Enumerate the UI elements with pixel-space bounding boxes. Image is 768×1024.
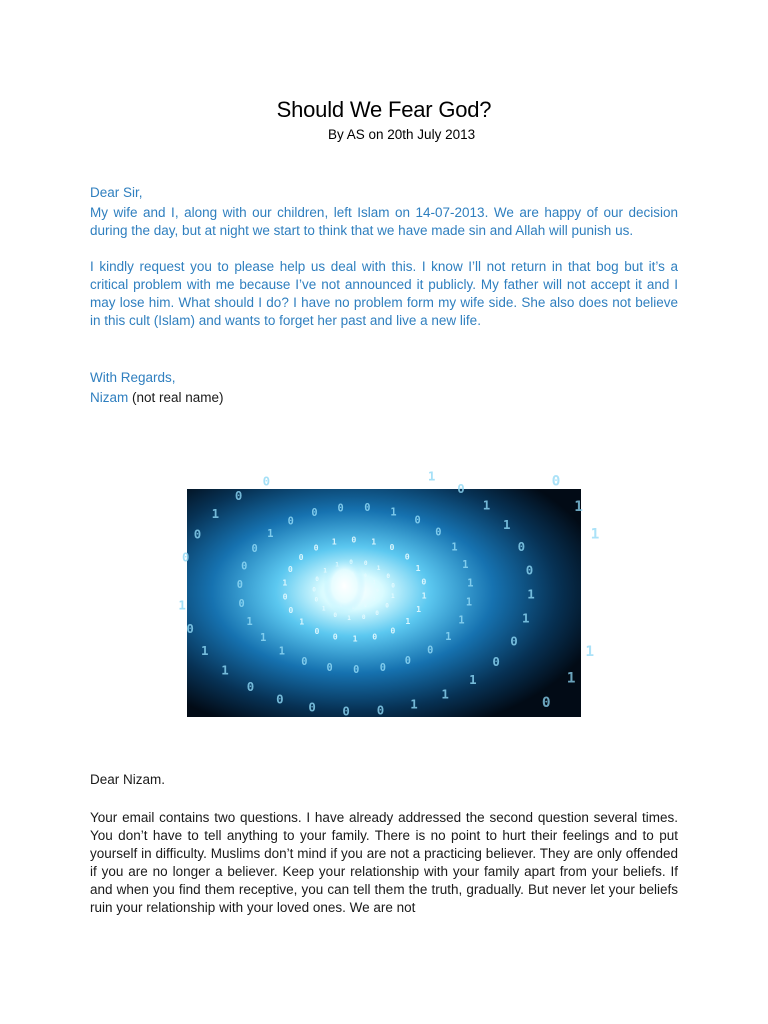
binary-digit: 1 — [221, 662, 229, 678]
binary-digit: 1 — [260, 632, 267, 645]
binary-digit: 1 — [211, 505, 220, 521]
binary-digit: 0 — [457, 481, 465, 497]
binary-digit: 1 — [522, 610, 530, 626]
document-title: Should We Fear God? — [276, 97, 492, 122]
binary-digit: 0 — [364, 502, 371, 515]
letter-paragraph-1 — [90, 204, 678, 240]
binary-digit: 0 — [435, 526, 442, 539]
binary-digit: 0 — [182, 549, 190, 565]
binary-digit: 0 — [287, 515, 294, 528]
binary-digit: 1 — [585, 643, 595, 660]
binary-digit: 0 — [404, 551, 410, 562]
binary-digit: 1 — [574, 498, 584, 515]
letter-paragraph-2-text: I kindly request you to please help us deal with this. I know I’ll not return in that bog but it’s a critical problem with me because I’ve not announced it publicly. My father will not accept it and I may lose him. What should I do? I have no problem form my wife side. She also does not believe in this cult (Islam) and wants to forget her past and live a new life. — [90, 259, 678, 328]
binary-digit: 0 — [379, 661, 386, 674]
binary-digit: 1 — [421, 590, 427, 601]
binary-digit: 0 — [308, 699, 316, 715]
binary-digit: 0 — [186, 621, 194, 636]
binary-digit: 0 — [342, 703, 350, 719]
binary-digit: 0 — [311, 507, 318, 519]
binary-digit: 1 — [410, 696, 418, 712]
binary-digit: 1 — [178, 597, 186, 613]
binary-digit: 1 — [299, 616, 305, 627]
binary-digit: 0 — [376, 702, 385, 718]
binary-tunnel-image — [178, 468, 600, 719]
binary-digit: 1 — [201, 642, 209, 658]
binary-digit: 0 — [390, 625, 396, 636]
binary-digit: 1 — [267, 527, 274, 540]
binary-digit: 0 — [193, 526, 202, 542]
binary-digit: 1 — [405, 616, 411, 626]
binary-digit: 0 — [525, 562, 534, 578]
letter-closing — [90, 369, 678, 387]
binary-digit: 0 — [234, 488, 243, 503]
binary-digit: 0 — [510, 633, 518, 649]
signature-note: (not real name) — [128, 390, 224, 405]
binary-digit: 0 — [337, 502, 344, 515]
binary-digit: 0 — [288, 604, 294, 615]
letter-salutation — [90, 184, 678, 202]
byline: By AS on 20th July 2013 — [328, 127, 476, 142]
binary-digit: 0 — [541, 694, 551, 711]
letter-paragraph-1-text: My wife and I, along with our children, left Islam on 14-07-2013. We are happy of our decision during the day, but at night we start to think that we have made sin and Allah will punish us. — [90, 205, 678, 238]
binary-digit: 0 — [241, 560, 248, 573]
binary-digit: 1 — [482, 497, 491, 513]
binary-digit: 0 — [353, 664, 360, 677]
binary-digit: 0 — [238, 597, 245, 610]
letter-paragraph-2 — [90, 258, 678, 330]
binary-digit: 1 — [469, 672, 477, 687]
binary-digit: 1 — [246, 615, 253, 628]
binary-digit: 1 — [467, 577, 474, 590]
letter-salutation-text: Dear Sir, — [90, 185, 143, 200]
binary-digit: 1 — [462, 558, 469, 571]
binary-digit: 0 — [492, 654, 500, 670]
binary-digit: 0 — [404, 655, 412, 668]
binary-digit: 0 — [287, 563, 293, 574]
signature-name: Nizam — [90, 390, 129, 405]
binary-digit: 1 — [566, 670, 576, 687]
binary-digit: 0 — [276, 691, 284, 707]
binary-digit: 1 — [590, 526, 600, 543]
binary-digit: 0 — [421, 576, 427, 587]
binary-digit: 1 — [441, 686, 449, 702]
binary-digit: 0 — [246, 678, 255, 694]
binary-digit: 1 — [503, 517, 511, 533]
binary-digit: 1 — [427, 468, 436, 484]
binary-digit: 0 — [427, 644, 434, 657]
letter-signature — [90, 389, 224, 407]
binary-digit: 1 — [278, 645, 285, 658]
reply-paragraph-1 — [90, 809, 678, 917]
binary-digit: 1 — [458, 614, 465, 627]
binary-digit: 0 — [251, 543, 258, 556]
binary-digit: 0 — [326, 662, 333, 675]
binary-digit: 0 — [236, 579, 243, 592]
reply-paragraph-1-text: Your email contains two questions. I have already addressed the second question several times. You don’t have to tell anything to your family. There is no point to hurt their feelings and to put yourself in difficulty. Muslims don’t mind if you are not a practicing believer. They are only offended if you are no longer a believer. Keep your relationship with your family apart from your beliefs. If and when you find them receptive, you can tell them the truth, gradually. But never let your beliefs ruin your relationship with your loved ones. We are not — [90, 810, 678, 915]
binary-digit: 0 — [301, 655, 308, 668]
binary-digit: 0 — [282, 591, 288, 602]
binary-digit: 0 — [414, 514, 421, 527]
reply-salutation-text: Dear Nizam. — [90, 772, 166, 787]
binary-tunnel-illustration — [178, 468, 600, 719]
binary-digit: 1 — [282, 577, 288, 588]
binary-digit: 1 — [527, 586, 535, 602]
binary-digit: 1 — [390, 506, 397, 519]
binary-digit: 1 — [415, 563, 421, 574]
binary-digit: 1 — [451, 541, 458, 554]
reply-salutation — [90, 771, 678, 789]
binary-digit: 0 — [389, 542, 395, 553]
binary-digit: 0 — [517, 539, 526, 554]
letter-closing-text: With Regards, — [90, 370, 176, 385]
binary-digit: 0 — [262, 473, 271, 489]
binary-digit: 1 — [445, 630, 452, 643]
binary-digit: 1 — [416, 604, 422, 615]
binary-digit: 1 — [465, 596, 473, 609]
binary-digit: 0 — [551, 473, 561, 490]
binary-digit: 0 — [298, 552, 304, 562]
binary-digit: 0 — [313, 542, 319, 553]
